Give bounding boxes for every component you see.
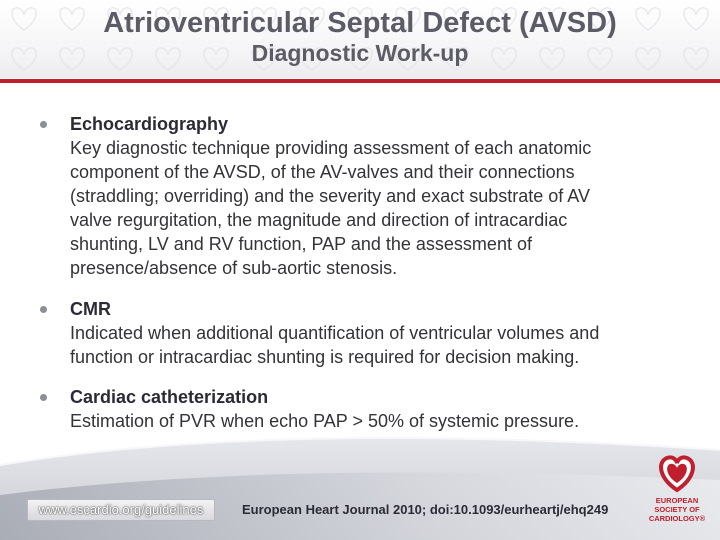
page-title: Atrioventricular Septal Defect (AVSD)	[103, 7, 617, 39]
guidelines-link[interactable]: www.escardio.org/guidelines	[27, 499, 215, 521]
bullet-dot-icon	[40, 394, 47, 401]
bullet-dot-icon	[40, 306, 47, 313]
bullet-title: CMR	[70, 299, 111, 319]
bullet-dot-icon	[40, 121, 47, 128]
heart-logo-icon	[655, 450, 699, 494]
logo-line-2: SOCIETY OF	[654, 505, 700, 514]
logo-line-3: CARDIOLOGY®	[648, 514, 706, 523]
footer-swoosh	[0, 425, 720, 540]
bullet-text: Indicated when additional quantification of ventricular volumes and function or intracardiac shunting is required for decision making.	[70, 323, 600, 367]
citation: European Heart Journal 2010; doi:10.1093/eurheartj/ehq249	[242, 502, 609, 517]
bullet-title: Cardiac catheterization	[70, 387, 269, 407]
logo-text	[640, 496, 714, 523]
bullet-title: Echocardiography	[70, 114, 229, 134]
page-subtitle: Diagnostic Work-up	[251, 40, 469, 66]
esc-logo	[640, 450, 714, 523]
bullet-text: Key diagnostic technique providing assessment of each anatomic component of the AVSD, of the AV-valves and their connections (straddling; overriding) and the severity and exact substrate of AV valve regurgitation, the magnitude and direction of intracardiac shunting, LV and RV function, PAP and the assessment of presence/absence of sub-aortic stenosis.	[70, 138, 592, 278]
header-background	[0, 0, 720, 78]
header-divider	[0, 79, 720, 83]
logo-line-1: EUROPEAN	[655, 496, 699, 505]
bullet-text: Estimation of PVR when echo PAP > 50% of systemic pressure.	[70, 411, 580, 431]
